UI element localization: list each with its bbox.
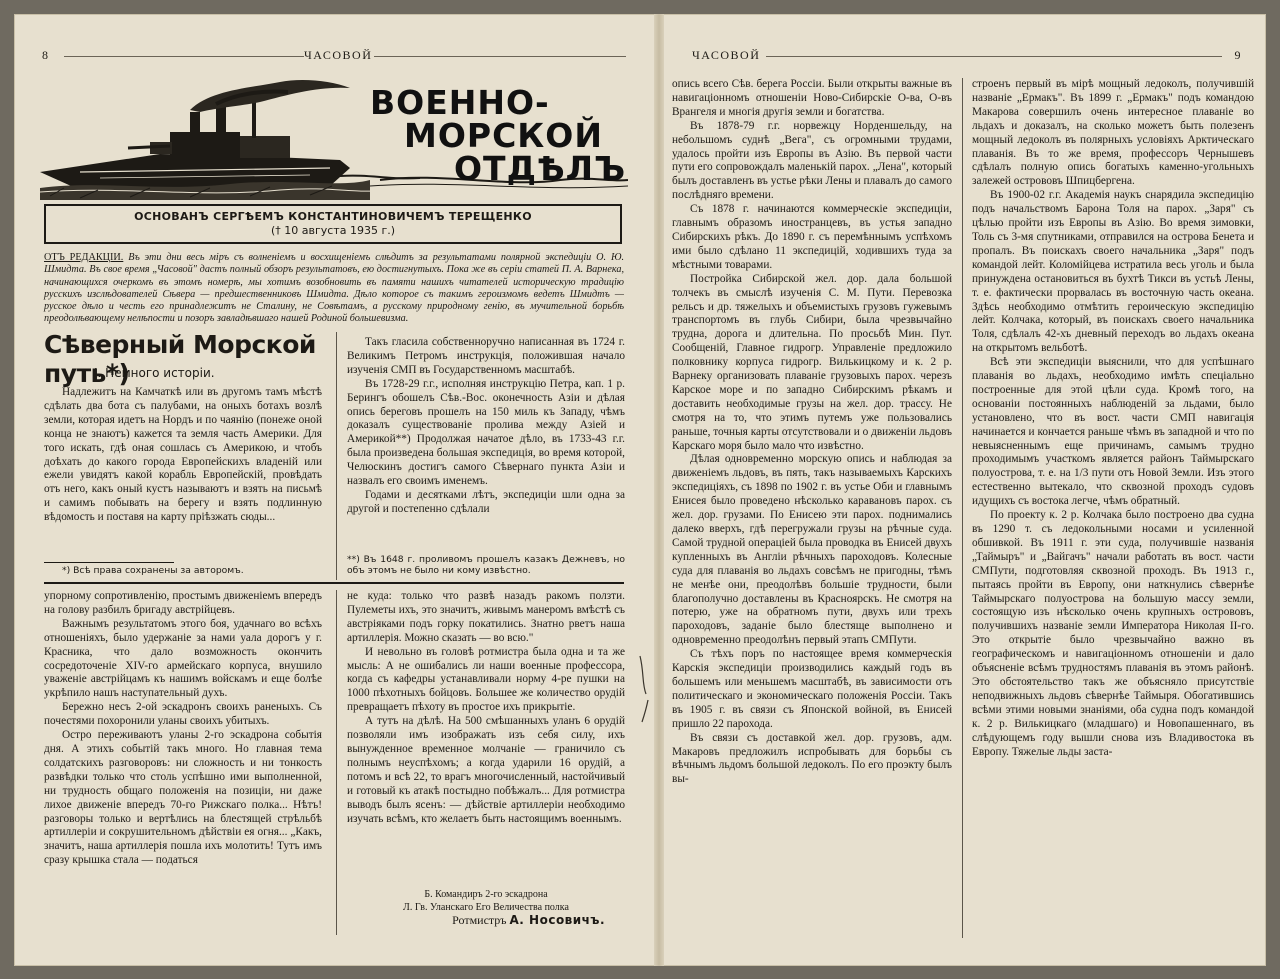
right-running-head [684, 48, 1246, 66]
paragraph: А тутъ на дѣлѣ. На 500 смѣшанныхъ уланъ 6 орудій позволяли имъ изображать изъ себя силу, ихъ вынужденное временное молчаніе — граничило съ полнымъ неуспѣхомъ; а когда ударили 16 орудій, а потомъ и всѣ 22, то врагъ многочисленный, настойчивый и готовый къ атакѣ постыдно побѣжалъ... Для ротмистра выводъ былъ ясенъ: — дѣйствіе артиллеріи необходимо изучать всѣмъ, кто желаетъ быть настоящимъ военнымъ. [347, 715, 625, 825]
paragraph: Съ тѣхъ поръ по настоящее время коммерческія Карскія экспедиціи производились каждый годъ въ большемъ или меньшемъ масштабѣ, въ зависимости отъ политическаго и экономическаго положенія Россіи. Такъ въ 1905 г. въ связи съ Японской войной, въ Енисей пришло 22 парохода. [672, 648, 952, 730]
banner-title-line-3: ОТДѢЛЪ [454, 149, 627, 188]
section-separator [44, 582, 624, 584]
left-column-1-top [44, 386, 322, 525]
left-column-1-bottom [44, 590, 322, 868]
left-column-2-bottom [347, 590, 625, 826]
paragraph: опись всего Сѣв. берега Россіи. Были открыты важные въ навигаціонномъ отношеніи Ново-Сибирскіе О-ва, О-въ Врангеля и многія другія земли и богатства. [672, 78, 952, 118]
signature-rank: Ротмистръ [452, 913, 507, 927]
banner-title [370, 83, 630, 188]
paragraph: строенъ первый въ мірѣ мощный ледоколъ, получившій названіе „Ермакъ". Въ 1899 г. „Ермакъ" подъ командою Макарова совершилъ очень интересное плаваніе во льдахъ и доказалъ, на сколько можетъ быть полезенъ мощный ледоколъ въ полярныхъ условіяхъ Арктическаго плаванія. Въ то же время, профессоръ Чернышевъ сдѣлалъ полную опись богатыхъ каменно-угольныхъ залежей острововъ Шпицбергена. [972, 78, 1254, 188]
left-page [14, 14, 654, 966]
paragraph: Годами и десятками лѣтъ, экспедиціи шли одна за другой и постепенно сдѣлали [347, 488, 625, 515]
footnote-rule [44, 562, 174, 563]
right-page-number: 9 [1234, 48, 1242, 62]
paragraph: Дѣлая одновременно морскую опись и наблюдая за движеніемъ льдовъ, въ пять, такъ называемыхъ Карскихъ экспедиціяхъ, съ 1898 по 1902 г. въ устье Оби и главнымъ Енисея было проведено нѣсколько каравановъ парох. съ жел. дор. грузами. По Енисею эти парох. поднимались далеко вверхъ, гдѣ перегружали грузы на рѣчные суда. Самой трудной операціей была проводка въ Енисей двухъ купленныхъ въ Англіи рѣчныхъ пароходовъ. Колесные суда для плаванія во льдахъ совсѣмъ не пригодны, тѣмъ не менѣе они, преодолѣвъ большіе трудности, были благополучно доставлены въ Красноярскъ. Не смотря на потерю, уже на обратномъ пути, двухъ или трехъ пароходовъ, заданіе было блестяще выполнено и одновременно преодолѣнъ первый этапъ СМПути. [672, 453, 952, 647]
paragraph: Въ 1878-79 г.г. норвежцу Норденшельду, на небольшомъ суднѣ „Вега", съ огромными трудами, удалось пройти изъ Европы въ Азію. Въ первой части пути его сопровождалъ маленькій парох. „Лена", который былъ доставленъ въ устье рѣки Лены и плавалъ до самого послѣдняго времени. [672, 119, 952, 202]
right-page [664, 14, 1266, 966]
left-header-rule [64, 56, 304, 57]
paragraph: Въ 1728-29 г.г., исполняя инструкцію Петра, кап. 1 р. Берингъ обошелъ Сѣв.-Вос. оконечность Азіи и дѣлая опись береговъ прошелъ на 150 миль къ Западу, чѣмъ доказалъ существованіе пролива между Азіей и Америкой**) Продолжая начатое дѣло, въ 1733-43 г.г. была произведена большая экспедиція, во время которой, Челюскинъ достигъ самого Сѣвернаго пункта Азіи и назвалъ его своимъ именемъ. [347, 377, 625, 488]
signature-regiment: Л. Гв. Уланскаго Его Величества полка [403, 902, 569, 913]
pencil-mark [636, 654, 656, 724]
paragraph: упорному сопротивленію, простымъ движеніемъ впередъ на голову разбилъ бригаду австрійцевъ. [44, 590, 322, 616]
editorial-text: Въ эти дни весь міръ съ волненіемъ и восхищеніемъ слѣдитъ за результатами полярной экспедиціи О. Ю. Шмидта. Въ свое время „Часовой" дастъ полный обзоръ результатовъ, ею достигнутыхъ. Пока же въ серіи статей П. А. Варнека, начинающихся очеркомъ въ этомъ номерѣ, мы хотимъ возобновить въ памяти нашихъ читателей историческую традицію русскихъ изслѣдователей Сѣвера — предшественниковъ Шмидта. Дѣло которое съ такимъ героизмомъ ведетъ Шмидтъ — русское дѣло и честь его принадлежитъ не Сталину, не Совѣтамъ, а русскому природному генію, въ мучительной борьбѣ преодолѣвающему нелѣпости и позоръ завладѣвшаго нашей Родиной большевизма. [44, 252, 625, 325]
signature-unit: Б. Командиръ 2-го эскадрона [424, 889, 548, 900]
magazine-spread [14, 14, 1266, 966]
founder-line: ОСНОВАНЪ СЕРГѢЕМЪ КОНСТАНТИНОВИЧЕМЪ ТЕРЕЩЕНКО [134, 210, 532, 223]
paragraph: Въ 1900-02 г.г. Академія наукъ снарядила экспедицію подъ начальствомъ Барона Толя на парох. „Заря" съ цѣлью пройти изъ Европы въ Азію. Во время зимовки, Толь съ 3-мя спутниками, отправился на острова Бенета и пропалъ. Въ поискахъ своего начальника „Заря" подъ командой лейт. Коломійцева истратила весь уголь и была принуждена остановиться въ бухтѣ Тикси въ устьѣ Лены, т. е. фактически прорвалась въ восточную часть океана. Здѣсь необходимо отмѣтить героическую экспедицію лейт. Колчака, который, въ поискахъ своего начальника Толя, сдѣлалъ 42-хъ дневный переходъ во льдахъ океана на открытомъ вельботѣ. [972, 189, 1254, 355]
paragraph: Постройка Сибирской жел. дор. дала большой толчекъ въ смыслѣ изученія С. М. Пути. Перевозка рельсъ и др. тяжелыхъ и объемистыхъ грузовъ гужевымъ транспортомъ въ глубь Сибири, была чрезвычайно трудна, дорога и длительна. По просьбѣ Мин. Пут. Сообщеній, Главное гидрогр. Управленіе предложило полковнику корпуса гидрогр. Вилькицкому и к. 2 р. Варнеку организовать плаваніе грузовыхъ парох. черезъ Карское море и по западно Сибирскимъ рѣкамъ и доставить необходимые грузы на жел. дор. трассу. Не смотря на то, что этимъ путемъ уже пользовались раньше, точныя карты отсутствовали и о движеніи льдовъ Карскаго моря было мало что извѣстно. [672, 272, 952, 452]
paragraph: Всѣ эти экспедиціи выяснили, что для успѣшнаго плаванія во льдахъ, необходимо имѣть спеціально построенные для этой цѣли суда. Кромѣ того, на основаніи постоянныхъ наблюденій за льдами, было установлено, что въ вост. части СМП навигація начинается и кончается раньше чѣмъ въ западной и что по невыясненнымъ еще причинамъ, самымъ трудно проходимымъ участкомъ является районъ Таймырскаго полуострова, т. е. на 1/3 пути отъ Новой Земли. Изъ этого естественно вытекало, что сквозной проходъ судовъ идущихъ съ востока легче, чѣмъ обратный. [972, 356, 1254, 508]
paragraph: Остро переживаютъ уланы 2-го эскадрона событія дня. А этихъ событій такъ много. Но главная тема солдатскихъ разговоровъ: ни сложность и ни тонкость развѣдки только что столь успѣшно ими выполненной, ни трудность общаго положенія на позиціи, ни даже лихое движеніе впередъ 70-го Рижскаго полка... Нѣтъ! разговоры только и вертѣлись на блестящей стрѣльбѣ артиллеріи и сокрушительномъ дѣйствіи ея огня... „Какъ, значитъ, наша артиллерія пошла ихъ молотить! Тутъ имъ сразу крышка стала — податься [44, 729, 322, 867]
column-divider-2 [336, 590, 337, 935]
editorial-lead: ОТЪ РЕДАКЦІИ. [44, 252, 124, 263]
column-divider [336, 332, 337, 580]
banner-title-line-1: ВОЕННО- [370, 83, 550, 122]
paragraph: Надлежитъ на Камчаткѣ или въ другомъ тамъ мѣстѣ сдѣлать два бота съ палубами, на оныхъ ботахъ возлѣ земли, которая идетъ на Нордъ и по чаянію (понеже оной конца не знаютъ) кажется та земля часть Америки. Для того искать, гдѣ оная сошлась съ Америкою, и чтобъ доѣхать до какого города Европейскихъ владеній или ежели увидятъ какой корабль Европейскій, провѣдать отъ него, какъ оный кустъ называютъ и взять на письмѣ и самимъ побывать на берегу и взять подлинную вѣдомость и поставя на карту пріѣзжать сюды... [44, 386, 322, 524]
paragraph: По проекту к. 2 р. Колчака было построено два судна въ 1290 т. съ ледокольными носами и усиленной обшивкой. Въ 1911 г. эти суда, получившіе названія „Таймыръ" и „Вайгачъ" начали работать въ вост. части СМПути, подготовляя сквозной проходъ. Въ 1913 г., пытаясь пройти въ Европу, они наткнулись сѣвернѣе Таймырскаго полуострова на большую массу земли, состоящую изъ нѣсколько очень крупныхъ острововъ, получившихъ названіе земли Императора Николая II-го. Это открытіе было чрезвычайно важно въ географическомъ и навигаціонномъ отношеніи и дало объясненіе всѣмъ трудностямъ плаванія въ этомъ районѣ. Это обстоятельство такъ же объясняло присутствіе неподвижныхъ льдовъ сѣвернѣе Таймыря. Обогатившись всѣми этими новыми знаніями, оба судна подъ командой к. 2 р. Вилькицкаго (младшаго) и Новопашеннаго, въ слѣдующемъ году вышли снова изъ Владивостока въ Европу. Тяжелые льды заста- [972, 509, 1254, 758]
column-divider-3 [962, 78, 963, 938]
page-fold [654, 14, 664, 966]
left-running-head [34, 48, 634, 66]
paragraph: Бережно несъ 2-ой эскадронъ своихъ раненыхъ. Съ почестями похоронили уланы своихъ убитыхъ. [44, 701, 322, 728]
footnote-1: *) Всѣ права сохранены за авторомъ. [62, 565, 244, 576]
left-page-number: 8 [42, 48, 50, 62]
footnote-2: **) Въ 1648 г. проливомъ прошелъ казакъ Дежневъ, но объ этомъ не было ни кому извѣстно. [347, 554, 625, 576]
article-title: Сѣверный Морской путь*) [44, 330, 316, 388]
naval-section-banner [40, 76, 628, 200]
paragraph: Съ 1878 г. начинаются коммерческіе экспедиціи, главнымъ образомъ иностранцевъ, въ устья западно Сибирскихъ рѣкъ. До 1890 г. съ перемѣннымъ успѣхомъ ими было сдѣлано 11 экспедицій, ходившихъ туда за мѣстными товарами. [672, 203, 952, 271]
paragraph: И невольно въ головѣ ротмистра была одна и та же мысль: А не ошибались ли наши военные профессора, когда съ кафедры устанавливали норму 4-ре пушки на 1000 пѣхотныхъ бойцовъ. Большее же количество орудій превращаетъ пѣхоту въ простое ихъ прикрытіе. [347, 645, 625, 714]
founder-date: († 10 августа 1935 г.) [270, 224, 396, 237]
signature-block [347, 888, 625, 927]
paragraph: Въ связи съ доставкой жел. дор. грузовъ, адм. Макаровъ предложилъ испробывать для борьбы съ вѣчнымъ льдомъ большой ледоколъ. По его проэкту былъ вы- [672, 731, 952, 786]
right-column-1 [672, 78, 952, 787]
paragraph: Важнымъ результатомъ этого боя, удачнаго во всѣхъ отношеніяхъ, было удержаніе за нами уала дорогъ у г. Красника, что дало возможность окончить сосредоточеніе XIV-го армейскаго корпуса, внушило уваженіе австрійцамъ къ нашимъ войскамъ и еще болѣе укрѣпило нашъ наступательный духъ. [44, 617, 322, 700]
banner-title-line-2: МОРСКОЙ [404, 116, 603, 155]
paragraph: не куда: только что развѣ назадъ ракомъ ползти. Пулеметы ихъ, это значитъ, живымъ манеромъ вмѣстѣ съ австріяками подъ горку покатились. Знатно рветъ наша артиллерія. Можно сказать — во всю." [347, 590, 625, 644]
left-column-2-top [347, 336, 625, 517]
left-header-title: ЧАСОВОЙ [304, 48, 373, 62]
editorial-note [44, 252, 624, 326]
paragraph: Такъ гласила собственноручно написанная въ 1724 г. Великимъ Петромъ инструкція, положившая начало изученія СМП въ Государственномъ масштабѣ. [347, 336, 625, 376]
right-column-2 [972, 78, 1254, 759]
right-header-rule [766, 56, 1222, 57]
left-header-rule-2 [374, 56, 626, 57]
right-header-title: ЧАСОВОЙ [692, 48, 761, 62]
founder-box [44, 204, 622, 244]
section-heading: І. Немного исторіи. [94, 366, 215, 380]
signature-rank-line [347, 914, 625, 927]
signature-name: А. Носовичъ. [509, 913, 605, 927]
